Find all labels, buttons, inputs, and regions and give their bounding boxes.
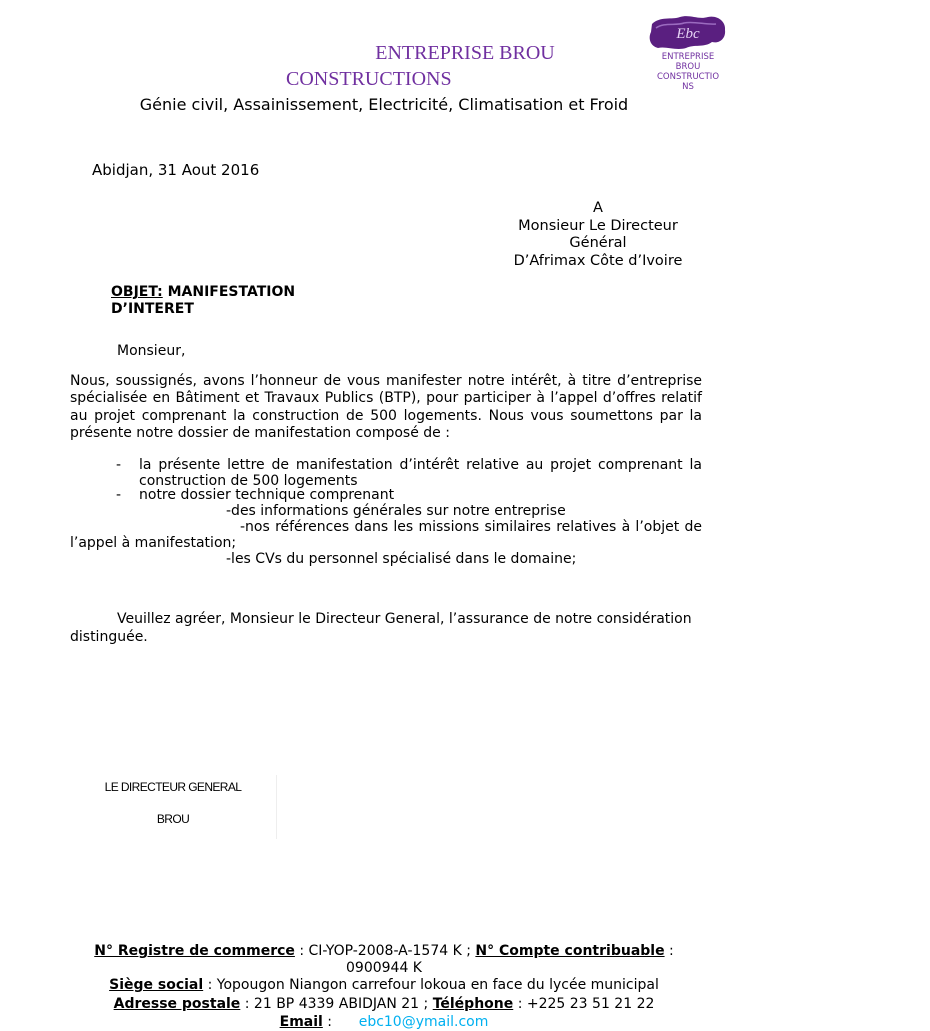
- logo-mark: Ebc: [676, 26, 700, 42]
- compte-value: : 0900944 K: [346, 943, 674, 976]
- company-name-continued: CONSTRUCTIONS: [286, 68, 452, 90]
- bullet-marker: -: [116, 487, 122, 503]
- subject-label: OBJET:: [111, 284, 163, 300]
- logo-caption-line: NS: [682, 82, 694, 92]
- telephone-value: : +225 23 51 21 22: [513, 996, 655, 1012]
- compte-label: N° Compte contribuable: [475, 943, 665, 959]
- siege-value: : Yopougon Niangon carrefour lokoua en face du lycée municipal: [203, 977, 659, 993]
- adresse-label: Adresse postale: [113, 996, 241, 1012]
- signature-name: BROU: [156, 812, 190, 826]
- company-tagline: Génie civil, Assainissement, Electricité, Climatisation et Froid: [139, 95, 629, 114]
- telephone-label: Téléphone: [432, 996, 514, 1012]
- closing-paragraph: Veuillez agréer, Monsieur le Directeur General, l’assurance de notre considération distinguée.: [70, 611, 692, 645]
- signature-title: LE DIRECTEUR GENERAL: [104, 780, 242, 794]
- subject-text: MANIFESTATION D’INTERET: [111, 284, 296, 317]
- logo-caption-line: CONSTRUCTIO: [656, 72, 720, 82]
- sub-item: -les CVs du personnel spécialisé dans le domaine;: [226, 551, 577, 567]
- signature-block: [70, 775, 277, 839]
- footer-registration: [84, 943, 684, 977]
- company-name: ENTREPRISE BROU: [375, 42, 555, 64]
- recipient-line: D’Afrimax Côte d’Ivoire: [513, 252, 683, 269]
- logo-caption-line: BROU: [675, 62, 701, 72]
- email-link[interactable]: ebc10@ymail.com: [358, 1014, 489, 1030]
- recipient-block: [488, 200, 708, 269]
- body-paragraph: Nous, soussignés, avons l’honneur de vous manifester notre intérêt, à titre d’entreprise spécialisée en Bâtiment et Travaux Publics (BTP), pour participer à l’appel d’offres relatif au projet comprenant la construction de 500 logements. Nous vous soumettons par la présente notre dossier de manifestation composé de :: [70, 373, 702, 442]
- bullet-item: la présente lettre de manifestation d’intérêt relative au projet comprenant la construction de 500 logements: [139, 457, 702, 489]
- letter-date: Abidjan, 31 Aout 2016: [92, 161, 260, 179]
- footer-email: [0, 1014, 768, 1031]
- bullet-item: notre dossier technique comprenant: [139, 487, 395, 503]
- adresse-value: : 21 BP 4339 ABIDJAN 21 ;: [240, 996, 433, 1012]
- registre-value: : CI-YOP-2008-A-1574 K ;: [294, 943, 476, 959]
- recipient-line: Monsieur Le Directeur: [518, 217, 678, 234]
- recipient-line: Général: [569, 235, 627, 251]
- email-separator: :: [322, 1014, 359, 1030]
- sub-item: -des informations générales sur notre entreprise: [226, 503, 566, 519]
- salutation: Monsieur,: [117, 343, 186, 359]
- footer-headquarters: [0, 977, 768, 994]
- footer-address: [0, 996, 768, 1013]
- recipient-line: A: [593, 200, 603, 216]
- bullet-marker: -: [116, 457, 122, 473]
- logo-caption-line: ENTREPRISE: [661, 52, 715, 62]
- email-label: Email: [279, 1014, 323, 1030]
- siege-label: Siège social: [109, 977, 204, 993]
- registre-label: N° Registre de commerce: [94, 943, 295, 959]
- letter-subject: [111, 284, 311, 317]
- sub-item: -nos références dans les missions similaires relatives à l’objet de l’appel à manifestation;: [70, 519, 702, 551]
